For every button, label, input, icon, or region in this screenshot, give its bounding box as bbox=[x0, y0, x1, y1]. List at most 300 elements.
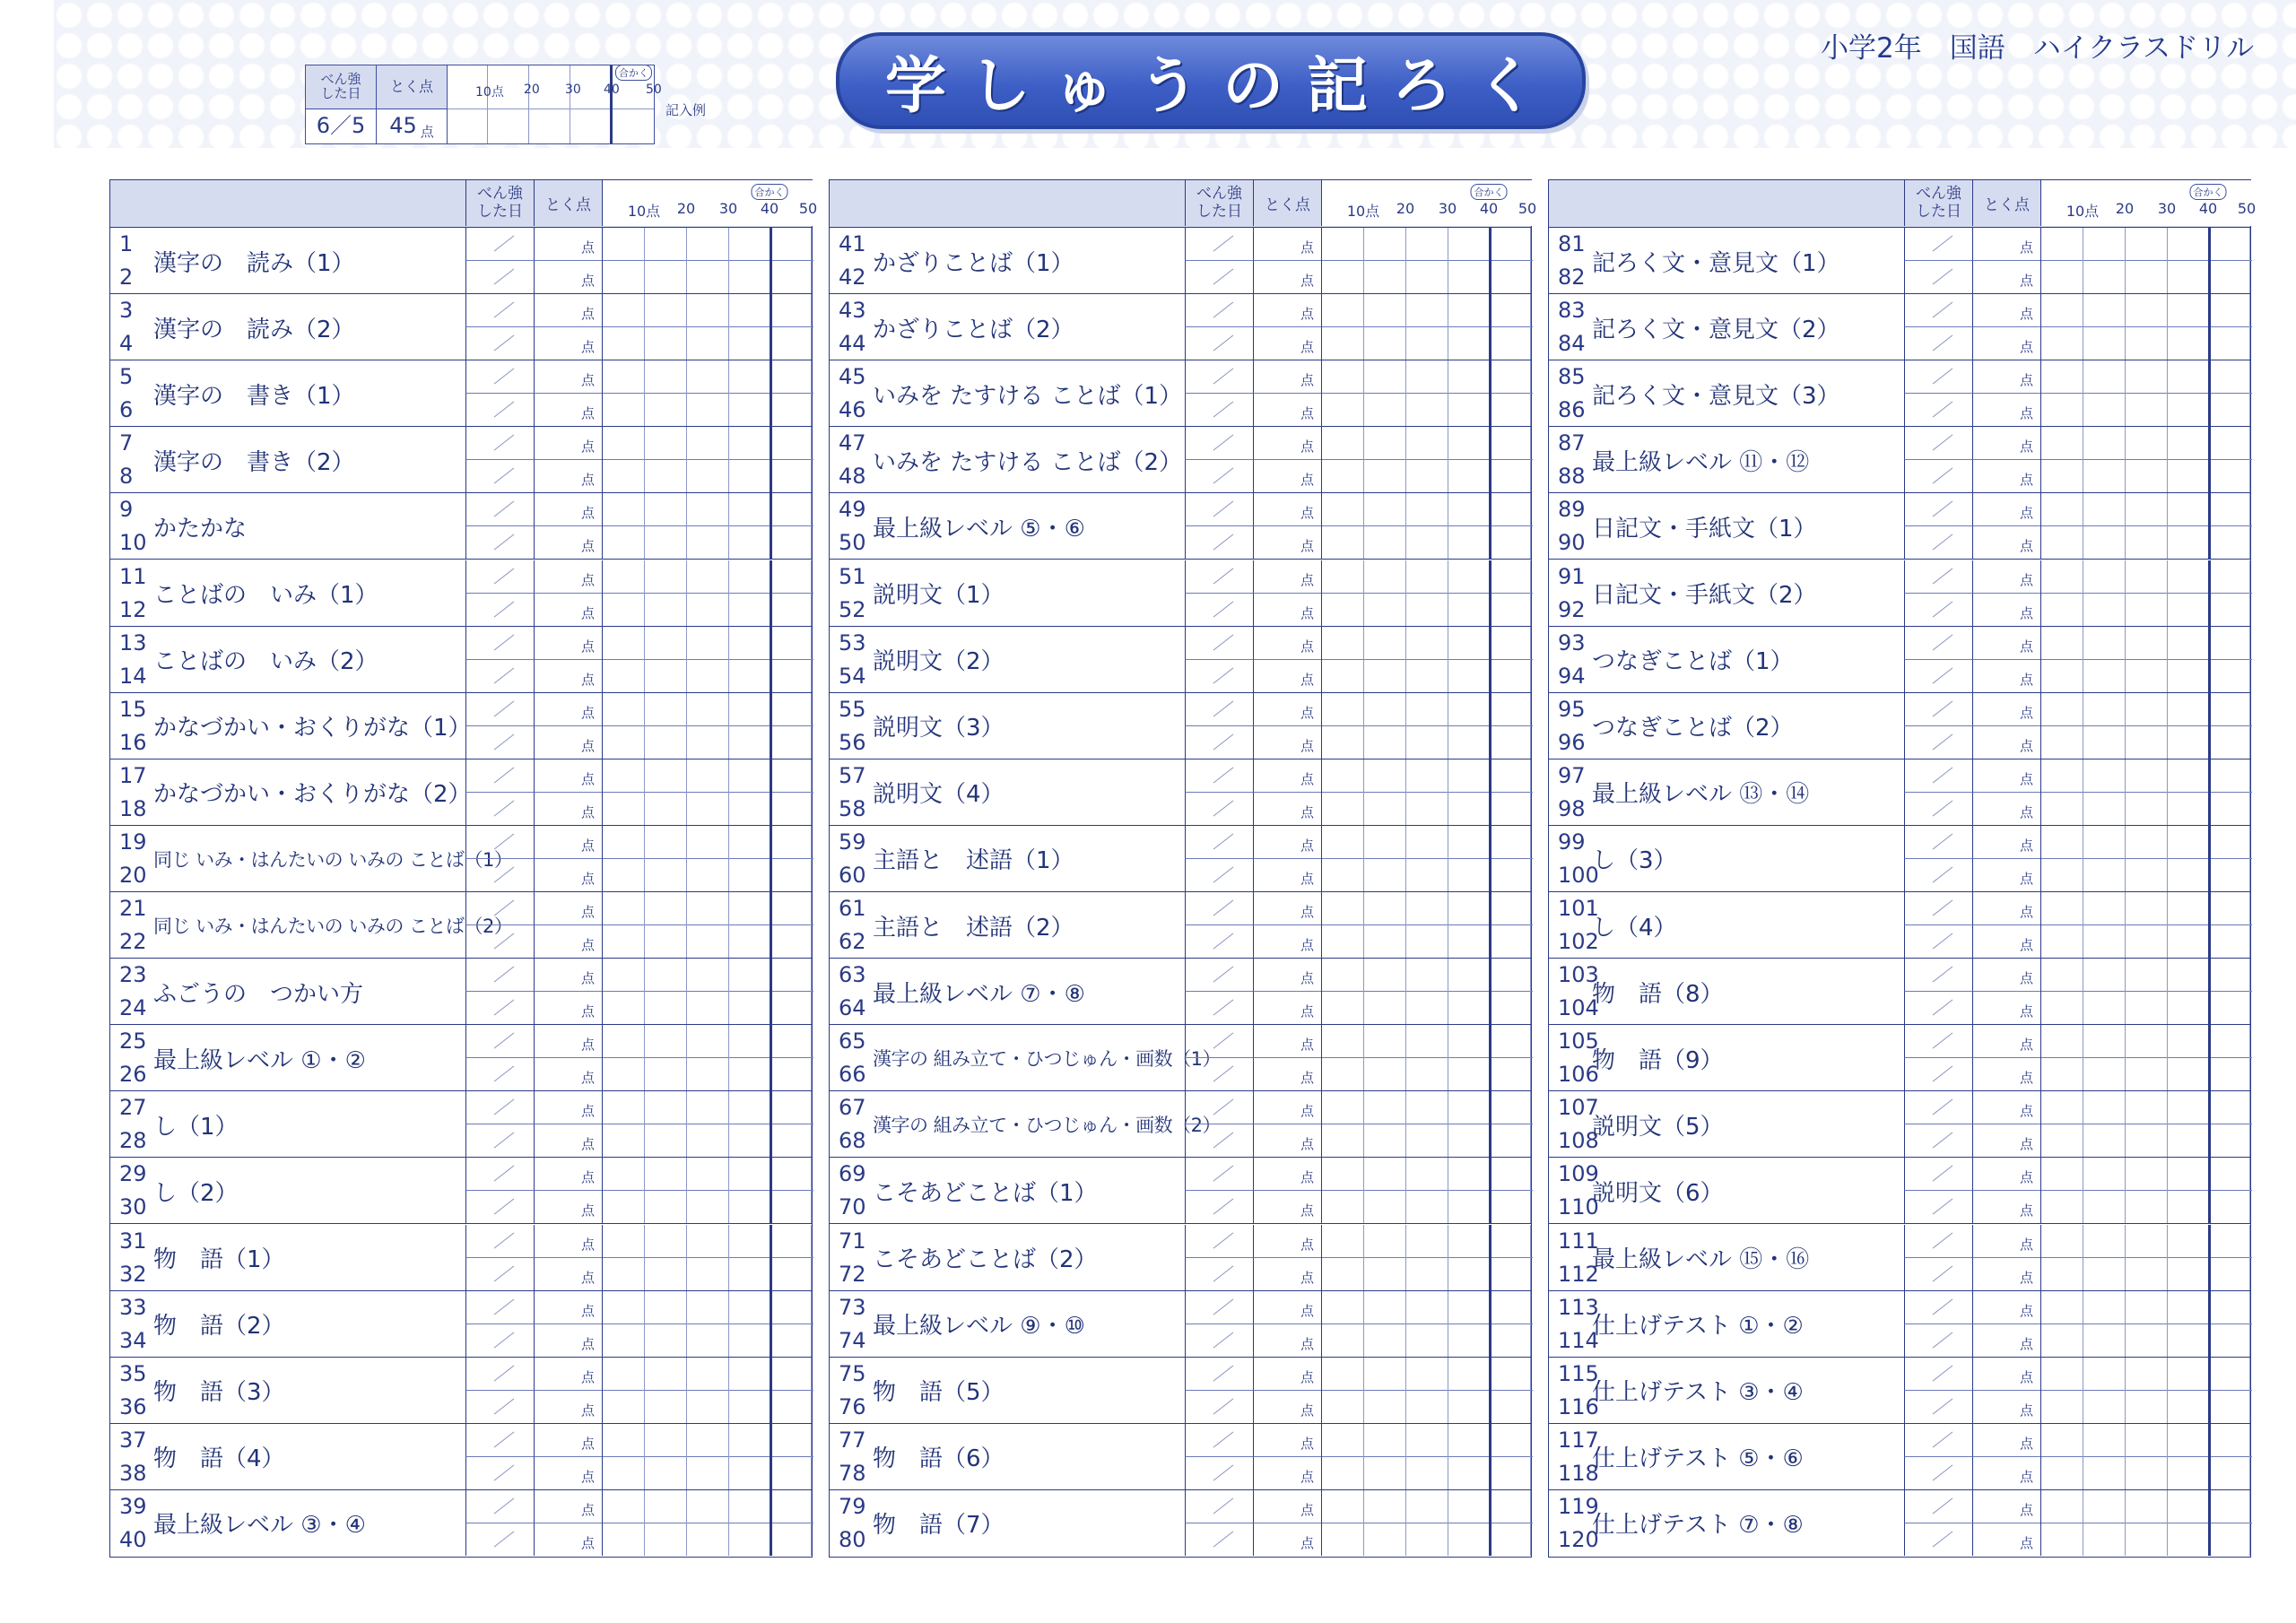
study-date-field[interactable] bbox=[1185, 1523, 1253, 1556]
study-date-field[interactable] bbox=[1185, 892, 1253, 925]
study-date-field[interactable] bbox=[1185, 1490, 1253, 1523]
study-date-field[interactable] bbox=[465, 1424, 534, 1457]
score-graph[interactable] bbox=[2040, 360, 2252, 426]
score-field[interactable] bbox=[534, 693, 602, 726]
score-field[interactable] bbox=[1972, 1291, 2040, 1324]
score-field[interactable] bbox=[1972, 1391, 2040, 1423]
score-field[interactable] bbox=[1253, 526, 1321, 559]
study-date-field[interactable] bbox=[465, 826, 534, 859]
score-field[interactable] bbox=[1253, 826, 1321, 859]
score-field[interactable] bbox=[534, 1058, 602, 1090]
score-graph[interactable] bbox=[2040, 294, 2252, 360]
score-graph[interactable] bbox=[2040, 959, 2252, 1024]
study-date-field[interactable] bbox=[1185, 992, 1253, 1024]
study-date-field[interactable] bbox=[1904, 460, 1972, 492]
study-date-field[interactable] bbox=[1904, 1091, 1972, 1124]
score-graph[interactable] bbox=[602, 360, 813, 426]
study-date-field[interactable] bbox=[1185, 294, 1253, 327]
score-field[interactable] bbox=[1972, 560, 2040, 594]
score-field[interactable] bbox=[1253, 1424, 1321, 1457]
score-field[interactable] bbox=[1253, 261, 1321, 293]
score-field[interactable] bbox=[1972, 1490, 2040, 1523]
study-date-field[interactable] bbox=[1904, 1158, 1972, 1191]
score-field[interactable] bbox=[1972, 726, 2040, 759]
score-graph[interactable] bbox=[602, 1225, 813, 1290]
study-date-field[interactable] bbox=[1185, 959, 1253, 992]
study-date-field[interactable] bbox=[1185, 261, 1253, 293]
study-date-field[interactable] bbox=[1904, 1391, 1972, 1423]
score-graph[interactable] bbox=[2040, 1490, 2252, 1556]
score-graph[interactable] bbox=[1321, 759, 1533, 825]
score-field[interactable] bbox=[1972, 1124, 2040, 1157]
study-date-field[interactable] bbox=[1185, 660, 1253, 692]
study-date-field[interactable] bbox=[1904, 360, 1972, 394]
score-field[interactable] bbox=[534, 826, 602, 859]
study-date-field[interactable] bbox=[465, 660, 534, 692]
score-field[interactable] bbox=[1253, 493, 1321, 526]
score-graph[interactable] bbox=[602, 627, 813, 692]
study-date-field[interactable] bbox=[465, 1124, 534, 1157]
study-date-field[interactable] bbox=[1904, 1058, 1972, 1090]
score-field[interactable] bbox=[1972, 1025, 2040, 1058]
score-graph[interactable] bbox=[602, 1025, 813, 1090]
score-field[interactable] bbox=[1253, 992, 1321, 1024]
score-field[interactable] bbox=[1972, 1424, 2040, 1457]
score-graph[interactable] bbox=[602, 759, 813, 825]
study-date-field[interactable] bbox=[1904, 859, 1972, 891]
score-field[interactable] bbox=[1972, 460, 2040, 492]
study-date-field[interactable] bbox=[1904, 594, 1972, 626]
score-field[interactable] bbox=[1253, 1358, 1321, 1391]
score-graph[interactable] bbox=[602, 693, 813, 759]
score-field[interactable] bbox=[1253, 1225, 1321, 1258]
score-field[interactable] bbox=[1253, 327, 1321, 360]
study-date-field[interactable] bbox=[465, 759, 534, 793]
score-field[interactable] bbox=[1253, 726, 1321, 759]
score-graph[interactable] bbox=[2040, 759, 2252, 825]
score-field[interactable] bbox=[1253, 1191, 1321, 1223]
study-date-field[interactable] bbox=[465, 1058, 534, 1090]
score-field[interactable] bbox=[534, 1091, 602, 1124]
score-graph[interactable] bbox=[1321, 360, 1533, 426]
score-field[interactable] bbox=[1253, 1124, 1321, 1157]
score-field[interactable] bbox=[1972, 1324, 2040, 1357]
study-date-field[interactable] bbox=[465, 693, 534, 726]
score-graph[interactable] bbox=[2040, 560, 2252, 626]
score-field[interactable] bbox=[1253, 1324, 1321, 1357]
score-graph[interactable] bbox=[1321, 1424, 1533, 1489]
score-field[interactable] bbox=[534, 1424, 602, 1457]
study-date-field[interactable] bbox=[1904, 693, 1972, 726]
score-field[interactable] bbox=[534, 959, 602, 992]
score-field[interactable] bbox=[534, 859, 602, 891]
score-field[interactable] bbox=[1972, 493, 2040, 526]
study-date-field[interactable] bbox=[1185, 1391, 1253, 1423]
study-date-field[interactable] bbox=[1185, 859, 1253, 891]
score-field[interactable] bbox=[1972, 1058, 2040, 1090]
score-graph[interactable] bbox=[1321, 1490, 1533, 1556]
study-date-field[interactable] bbox=[465, 627, 534, 660]
study-date-field[interactable] bbox=[1904, 660, 1972, 692]
score-field[interactable] bbox=[1972, 859, 2040, 891]
score-graph[interactable] bbox=[1321, 1091, 1533, 1157]
score-field[interactable] bbox=[534, 1358, 602, 1391]
score-field[interactable] bbox=[1253, 1158, 1321, 1191]
score-graph[interactable] bbox=[602, 228, 813, 293]
score-field[interactable] bbox=[534, 759, 602, 793]
score-graph[interactable] bbox=[2040, 228, 2252, 293]
score-graph[interactable] bbox=[1321, 294, 1533, 360]
study-date-field[interactable] bbox=[1904, 394, 1972, 426]
score-field[interactable] bbox=[534, 228, 602, 261]
score-graph[interactable] bbox=[2040, 1025, 2252, 1090]
score-graph[interactable] bbox=[1321, 627, 1533, 692]
score-field[interactable] bbox=[1972, 693, 2040, 726]
score-field[interactable] bbox=[534, 1291, 602, 1324]
study-date-field[interactable] bbox=[1185, 327, 1253, 360]
score-graph[interactable] bbox=[2040, 892, 2252, 958]
score-field[interactable] bbox=[1253, 892, 1321, 925]
study-date-field[interactable] bbox=[1185, 1291, 1253, 1324]
score-field[interactable] bbox=[1253, 1391, 1321, 1423]
study-date-field[interactable] bbox=[465, 394, 534, 426]
score-field[interactable] bbox=[1253, 1291, 1321, 1324]
score-field[interactable] bbox=[1253, 560, 1321, 594]
study-date-field[interactable] bbox=[1904, 1025, 1972, 1058]
score-field[interactable] bbox=[1972, 826, 2040, 859]
score-graph[interactable] bbox=[602, 493, 813, 559]
study-date-field[interactable] bbox=[1904, 1225, 1972, 1258]
score-graph[interactable] bbox=[1321, 693, 1533, 759]
study-date-field[interactable] bbox=[465, 560, 534, 594]
score-field[interactable] bbox=[534, 594, 602, 626]
score-field[interactable] bbox=[1972, 1225, 2040, 1258]
study-date-field[interactable] bbox=[465, 1291, 534, 1324]
study-date-field[interactable] bbox=[1904, 1523, 1972, 1556]
score-graph[interactable] bbox=[602, 1358, 813, 1423]
score-graph[interactable] bbox=[2040, 1358, 2252, 1423]
score-field[interactable] bbox=[534, 460, 602, 492]
study-date-field[interactable] bbox=[1904, 1258, 1972, 1290]
score-field[interactable] bbox=[1253, 1091, 1321, 1124]
score-graph[interactable] bbox=[2040, 1291, 2252, 1357]
score-graph[interactable] bbox=[2040, 1424, 2252, 1489]
study-date-field[interactable] bbox=[1904, 892, 1972, 925]
study-date-field[interactable] bbox=[1185, 925, 1253, 958]
score-graph[interactable] bbox=[602, 959, 813, 1024]
study-date-field[interactable] bbox=[1904, 427, 1972, 460]
score-field[interactable] bbox=[1972, 327, 2040, 360]
score-field[interactable] bbox=[1253, 294, 1321, 327]
score-graph[interactable] bbox=[1321, 1025, 1533, 1090]
study-date-field[interactable] bbox=[1904, 261, 1972, 293]
study-date-field[interactable] bbox=[465, 594, 534, 626]
score-field[interactable] bbox=[1972, 1091, 2040, 1124]
score-field[interactable] bbox=[534, 427, 602, 460]
score-field[interactable] bbox=[534, 660, 602, 692]
study-date-field[interactable] bbox=[1185, 360, 1253, 394]
study-date-field[interactable] bbox=[1185, 460, 1253, 492]
score-graph[interactable] bbox=[1321, 228, 1533, 293]
study-date-field[interactable] bbox=[1904, 294, 1972, 327]
score-field[interactable] bbox=[1972, 1158, 2040, 1191]
score-field[interactable] bbox=[1972, 594, 2040, 626]
study-date-field[interactable] bbox=[465, 1457, 534, 1489]
score-field[interactable] bbox=[1253, 1258, 1321, 1290]
study-date-field[interactable] bbox=[465, 327, 534, 360]
study-date-field[interactable] bbox=[465, 526, 534, 559]
score-field[interactable] bbox=[1972, 1258, 2040, 1290]
score-field[interactable] bbox=[534, 1124, 602, 1157]
score-graph[interactable] bbox=[1321, 1291, 1533, 1357]
study-date-field[interactable] bbox=[1185, 1091, 1253, 1124]
study-date-field[interactable] bbox=[465, 1358, 534, 1391]
score-graph[interactable] bbox=[602, 1291, 813, 1357]
study-date-field[interactable] bbox=[1185, 427, 1253, 460]
study-date-field[interactable] bbox=[1185, 526, 1253, 559]
score-graph[interactable] bbox=[2040, 427, 2252, 492]
score-graph[interactable] bbox=[1321, 1158, 1533, 1223]
study-date-field[interactable] bbox=[1904, 493, 1972, 526]
study-date-field[interactable] bbox=[465, 1490, 534, 1523]
score-field[interactable] bbox=[1253, 1058, 1321, 1090]
score-field[interactable] bbox=[1253, 759, 1321, 793]
study-date-field[interactable] bbox=[465, 1158, 534, 1191]
study-date-field[interactable] bbox=[465, 427, 534, 460]
score-graph[interactable] bbox=[602, 427, 813, 492]
score-field[interactable] bbox=[1972, 1191, 2040, 1223]
study-date-field[interactable] bbox=[465, 959, 534, 992]
score-field[interactable] bbox=[534, 1258, 602, 1290]
score-field[interactable] bbox=[534, 627, 602, 660]
study-date-field[interactable] bbox=[465, 1391, 534, 1423]
study-date-field[interactable] bbox=[1904, 1358, 1972, 1391]
score-field[interactable] bbox=[534, 560, 602, 594]
score-graph[interactable] bbox=[1321, 959, 1533, 1024]
score-field[interactable] bbox=[1972, 1457, 2040, 1489]
score-graph[interactable] bbox=[1321, 560, 1533, 626]
study-date-field[interactable] bbox=[1185, 1158, 1253, 1191]
score-graph[interactable] bbox=[1321, 1358, 1533, 1423]
study-date-field[interactable] bbox=[1904, 1457, 1972, 1489]
score-field[interactable] bbox=[534, 1490, 602, 1523]
score-field[interactable] bbox=[1253, 394, 1321, 426]
study-date-field[interactable] bbox=[465, 1025, 534, 1058]
score-field[interactable] bbox=[534, 925, 602, 958]
score-field[interactable] bbox=[1253, 360, 1321, 394]
score-field[interactable] bbox=[1253, 1457, 1321, 1489]
score-graph[interactable] bbox=[602, 1091, 813, 1157]
study-date-field[interactable] bbox=[1904, 826, 1972, 859]
score-field[interactable] bbox=[534, 1457, 602, 1489]
study-date-field[interactable] bbox=[465, 1258, 534, 1290]
score-field[interactable] bbox=[1972, 959, 2040, 992]
score-field[interactable] bbox=[534, 526, 602, 559]
study-date-field[interactable] bbox=[465, 925, 534, 958]
score-field[interactable] bbox=[1972, 660, 2040, 692]
study-date-field[interactable] bbox=[1904, 228, 1972, 261]
study-date-field[interactable] bbox=[1185, 228, 1253, 261]
score-field[interactable] bbox=[1253, 1490, 1321, 1523]
score-field[interactable] bbox=[1253, 1523, 1321, 1556]
study-date-field[interactable] bbox=[1185, 560, 1253, 594]
study-date-field[interactable] bbox=[1904, 560, 1972, 594]
score-field[interactable] bbox=[1253, 660, 1321, 692]
study-date-field[interactable] bbox=[465, 493, 534, 526]
score-graph[interactable] bbox=[1321, 427, 1533, 492]
score-graph[interactable] bbox=[2040, 1091, 2252, 1157]
score-field[interactable] bbox=[1972, 627, 2040, 660]
score-field[interactable] bbox=[534, 394, 602, 426]
score-field[interactable] bbox=[534, 493, 602, 526]
study-date-field[interactable] bbox=[1185, 493, 1253, 526]
study-date-field[interactable] bbox=[1185, 594, 1253, 626]
score-field[interactable] bbox=[1972, 261, 2040, 293]
score-field[interactable] bbox=[1253, 594, 1321, 626]
study-date-field[interactable] bbox=[1904, 925, 1972, 958]
study-date-field[interactable] bbox=[1185, 1358, 1253, 1391]
score-field[interactable] bbox=[534, 294, 602, 327]
study-date-field[interactable] bbox=[465, 228, 534, 261]
score-field[interactable] bbox=[1253, 1025, 1321, 1058]
study-date-field[interactable] bbox=[1904, 793, 1972, 825]
study-date-field[interactable] bbox=[465, 992, 534, 1024]
study-date-field[interactable] bbox=[1185, 1457, 1253, 1489]
score-field[interactable] bbox=[1972, 526, 2040, 559]
score-graph[interactable] bbox=[602, 560, 813, 626]
score-field[interactable] bbox=[1253, 793, 1321, 825]
study-date-field[interactable] bbox=[465, 1191, 534, 1223]
score-field[interactable] bbox=[534, 892, 602, 925]
score-field[interactable] bbox=[534, 992, 602, 1024]
score-field[interactable] bbox=[1253, 460, 1321, 492]
study-date-field[interactable] bbox=[465, 1324, 534, 1357]
score-graph[interactable] bbox=[1321, 892, 1533, 958]
study-date-field[interactable] bbox=[465, 261, 534, 293]
score-field[interactable] bbox=[534, 1191, 602, 1223]
score-graph[interactable] bbox=[1321, 1225, 1533, 1290]
study-date-field[interactable] bbox=[1185, 1191, 1253, 1223]
score-field[interactable] bbox=[1972, 294, 2040, 327]
score-field[interactable] bbox=[534, 360, 602, 394]
study-date-field[interactable] bbox=[1904, 627, 1972, 660]
score-graph[interactable] bbox=[602, 826, 813, 891]
study-date-field[interactable] bbox=[1185, 1058, 1253, 1090]
study-date-field[interactable] bbox=[1185, 826, 1253, 859]
score-field[interactable] bbox=[1972, 394, 2040, 426]
score-field[interactable] bbox=[1253, 959, 1321, 992]
study-date-field[interactable] bbox=[1185, 793, 1253, 825]
score-graph[interactable] bbox=[1321, 493, 1533, 559]
study-date-field[interactable] bbox=[1904, 959, 1972, 992]
study-date-field[interactable] bbox=[1904, 1124, 1972, 1157]
study-date-field[interactable] bbox=[1904, 992, 1972, 1024]
study-date-field[interactable] bbox=[1904, 1324, 1972, 1357]
score-field[interactable] bbox=[1972, 1358, 2040, 1391]
score-graph[interactable] bbox=[2040, 826, 2252, 891]
study-date-field[interactable] bbox=[465, 793, 534, 825]
study-date-field[interactable] bbox=[465, 294, 534, 327]
score-graph[interactable] bbox=[2040, 1225, 2252, 1290]
study-date-field[interactable] bbox=[465, 1523, 534, 1556]
study-date-field[interactable] bbox=[1185, 627, 1253, 660]
score-field[interactable] bbox=[1253, 427, 1321, 460]
study-date-field[interactable] bbox=[1185, 394, 1253, 426]
score-graph[interactable] bbox=[602, 1158, 813, 1223]
score-field[interactable] bbox=[534, 1025, 602, 1058]
score-field[interactable] bbox=[1253, 925, 1321, 958]
study-date-field[interactable] bbox=[1185, 693, 1253, 726]
score-field[interactable] bbox=[534, 1391, 602, 1423]
study-date-field[interactable] bbox=[1904, 1490, 1972, 1523]
study-date-field[interactable] bbox=[1185, 1025, 1253, 1058]
score-field[interactable] bbox=[1972, 992, 2040, 1024]
score-field[interactable] bbox=[534, 1324, 602, 1357]
score-field[interactable] bbox=[1972, 1523, 2040, 1556]
score-field[interactable] bbox=[1972, 360, 2040, 394]
study-date-field[interactable] bbox=[1185, 1324, 1253, 1357]
score-graph[interactable] bbox=[1321, 826, 1533, 891]
study-date-field[interactable] bbox=[1185, 1225, 1253, 1258]
score-graph[interactable] bbox=[2040, 493, 2252, 559]
score-field[interactable] bbox=[1972, 892, 2040, 925]
score-graph[interactable] bbox=[2040, 1158, 2252, 1223]
score-field[interactable] bbox=[1253, 627, 1321, 660]
study-date-field[interactable] bbox=[1904, 1291, 1972, 1324]
score-field[interactable] bbox=[534, 1158, 602, 1191]
study-date-field[interactable] bbox=[465, 726, 534, 759]
study-date-field[interactable] bbox=[465, 360, 534, 394]
study-date-field[interactable] bbox=[465, 460, 534, 492]
study-date-field[interactable] bbox=[1185, 1258, 1253, 1290]
study-date-field[interactable] bbox=[1185, 726, 1253, 759]
study-date-field[interactable] bbox=[465, 892, 534, 925]
study-date-field[interactable] bbox=[465, 1225, 534, 1258]
study-date-field[interactable] bbox=[1904, 526, 1972, 559]
study-date-field[interactable] bbox=[1904, 327, 1972, 360]
study-date-field[interactable] bbox=[1904, 1191, 1972, 1223]
score-graph[interactable] bbox=[602, 294, 813, 360]
score-graph[interactable] bbox=[602, 1490, 813, 1556]
score-field[interactable] bbox=[1972, 228, 2040, 261]
score-field[interactable] bbox=[534, 1523, 602, 1556]
score-graph[interactable] bbox=[602, 892, 813, 958]
study-date-field[interactable] bbox=[1904, 759, 1972, 793]
score-field[interactable] bbox=[1253, 859, 1321, 891]
study-date-field[interactable] bbox=[465, 859, 534, 891]
score-field[interactable] bbox=[1253, 228, 1321, 261]
score-field[interactable] bbox=[1972, 759, 2040, 793]
score-field[interactable] bbox=[1972, 925, 2040, 958]
study-date-field[interactable] bbox=[1185, 1424, 1253, 1457]
score-field[interactable] bbox=[1972, 427, 2040, 460]
study-date-field[interactable] bbox=[465, 1091, 534, 1124]
study-date-field[interactable] bbox=[1904, 1424, 1972, 1457]
score-graph[interactable] bbox=[2040, 627, 2252, 692]
score-field[interactable] bbox=[534, 726, 602, 759]
score-field[interactable] bbox=[534, 327, 602, 360]
score-field[interactable] bbox=[534, 1225, 602, 1258]
score-field[interactable] bbox=[534, 793, 602, 825]
score-graph[interactable] bbox=[2040, 693, 2252, 759]
study-date-field[interactable] bbox=[1185, 1124, 1253, 1157]
score-field[interactable] bbox=[534, 261, 602, 293]
study-date-field[interactable] bbox=[1904, 726, 1972, 759]
study-date-field[interactable] bbox=[1185, 759, 1253, 793]
score-field[interactable] bbox=[1253, 693, 1321, 726]
score-graph[interactable] bbox=[602, 1424, 813, 1489]
score-field[interactable] bbox=[1972, 793, 2040, 825]
